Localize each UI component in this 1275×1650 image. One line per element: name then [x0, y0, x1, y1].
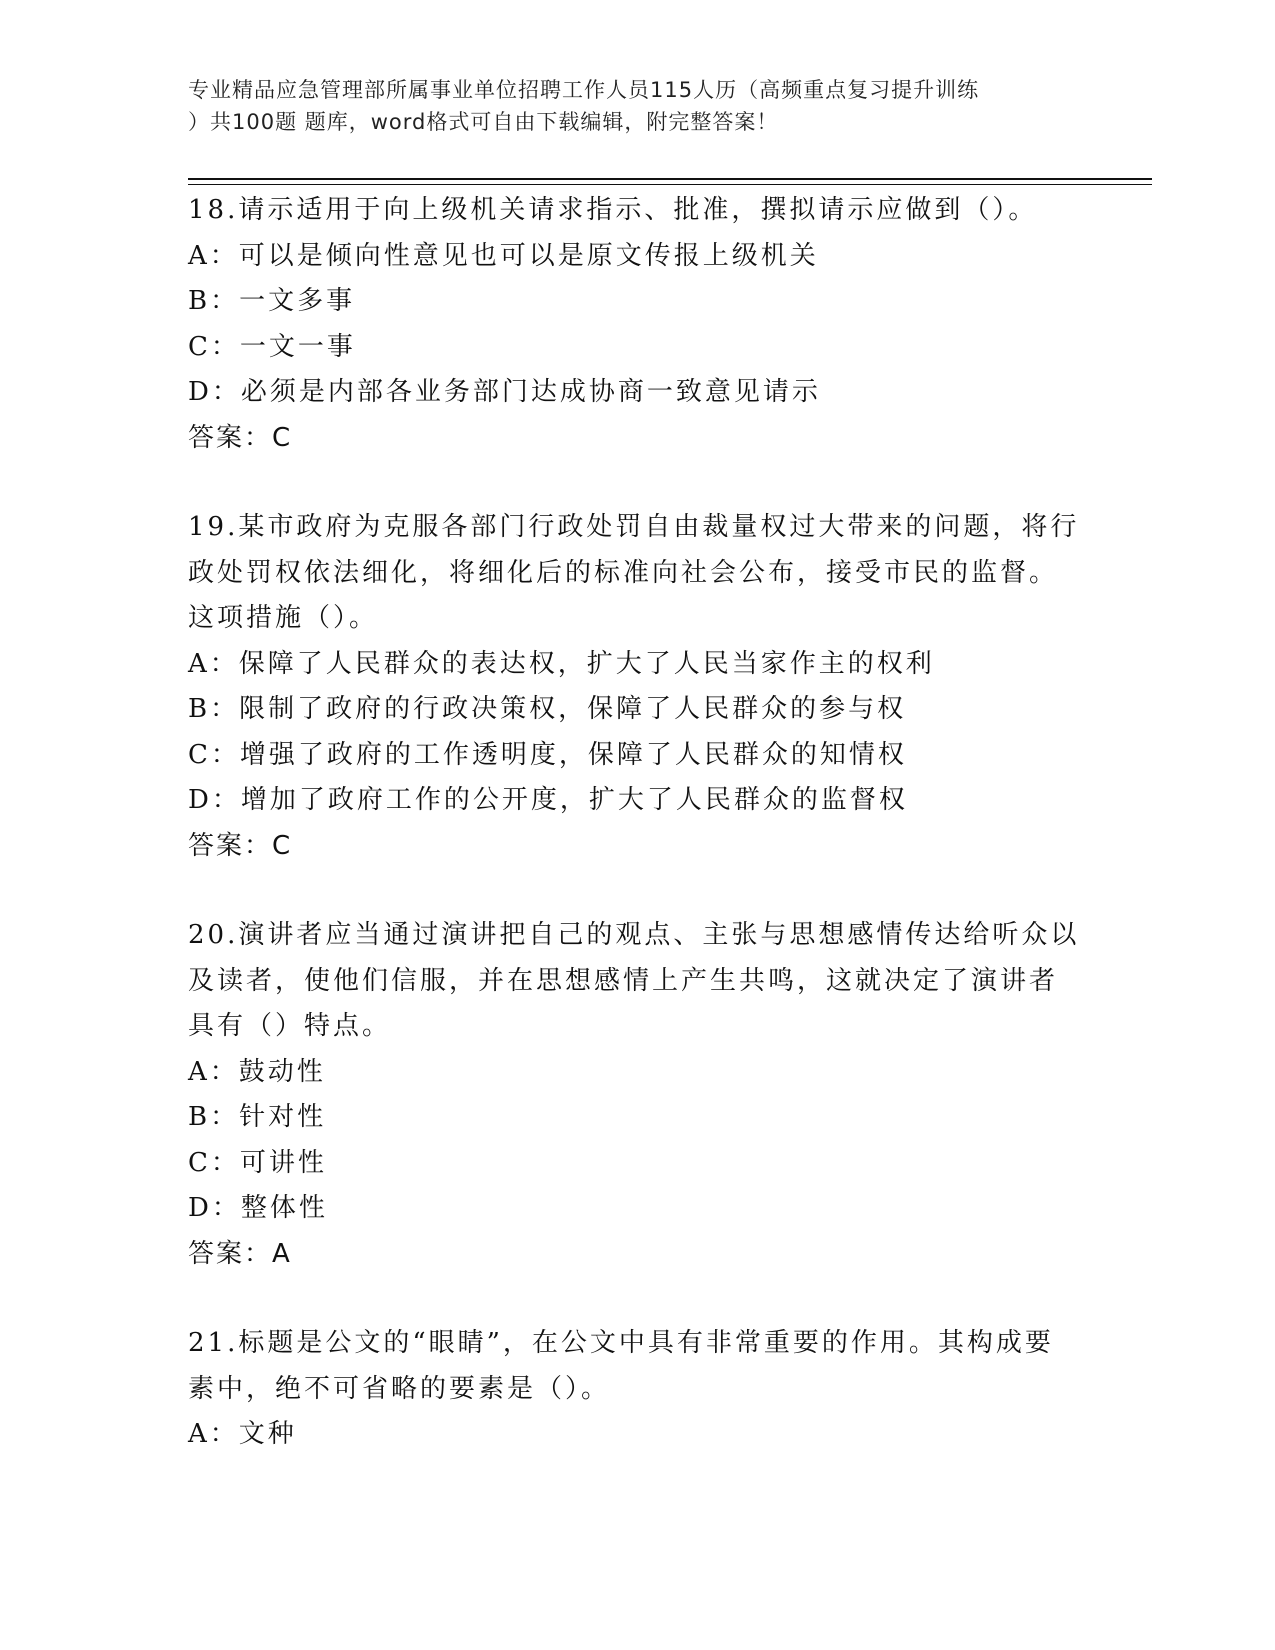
question-19: [188, 505, 1088, 869]
option-a: A：保障了人民群众的表达权，扩大了人民当家作主的权利: [188, 648, 935, 679]
option-b: B：限制了政府的行政决策权，保障了人民群众的参与权: [188, 694, 907, 724]
question-stem-line: 21.标题是公文的“眼睛”，在公文中具有非常重要的作用。其构成要: [188, 1328, 1054, 1358]
header-title-line-1: 专业精品应急管理部所属事业单位招聘工作人员115人历（高频重点复习提升训练: [188, 78, 980, 102]
question-stem-line: 20.演讲者应当通过演讲把自己的观点、主张与思想感情传达给听众以: [188, 920, 1080, 950]
question-20: [188, 913, 1088, 1277]
document-header: [188, 74, 1088, 138]
question-stem-line: 这项措施（）。: [188, 603, 379, 633]
option-a: A：文种: [188, 1419, 297, 1449]
question-stem-line: 18.请示适用于向上级机关请求指示、批准，撰拟请示应做到（）。: [188, 195, 1038, 225]
option-d: D：增加了政府工作的公开度，扩大了人民群众的监督权: [188, 785, 908, 815]
question-18: [188, 188, 1088, 461]
answer-line: 答案：C: [188, 830, 293, 861]
option-a: A：鼓动性: [188, 1056, 326, 1087]
answer-line: 答案：A: [188, 1238, 292, 1269]
question-stem-line: 19.某市政府为克服各部门行政处罚自由裁量权过大带来的问题，将行: [188, 512, 1080, 542]
header-divider-thick: [188, 178, 1152, 180]
question-21: [188, 1321, 1088, 1458]
answer-line: 答案：C: [188, 422, 293, 453]
option-d: D：必须是内部各业务部门达成协商一致意见请示: [188, 377, 821, 407]
question-stem-line: 政处罚权依法细化，将细化后的标准向社会公布，接受市民的监督。: [188, 557, 1059, 588]
header-title-line-2: ）共100题 题库，word格式可自由下载编辑，附完整答案！: [188, 110, 779, 134]
question-stem-line: 具有（）特点。: [188, 1011, 392, 1041]
header-divider-thin: [188, 184, 1152, 185]
option-c: C：增强了政府的工作透明度，保障了人民群众的知情权: [188, 739, 907, 770]
question-stem-line: 素中，绝不可省略的要素是（）。: [188, 1373, 611, 1404]
option-a: A：可以是倾向性意见也可以是原文传报上级机关: [188, 240, 819, 271]
option-c: C：一文一事: [188, 331, 356, 362]
option-c: C：可讲性: [188, 1147, 327, 1178]
option-b: B：一文多事: [188, 286, 356, 316]
option-d: D：整体性: [188, 1193, 328, 1223]
question-stem-line: 及读者，使他们信服，并在思想感情上产生共鸣，这就决定了演讲者: [188, 965, 1059, 996]
option-b: B：针对性: [188, 1102, 327, 1132]
question-list: [188, 188, 1088, 1502]
